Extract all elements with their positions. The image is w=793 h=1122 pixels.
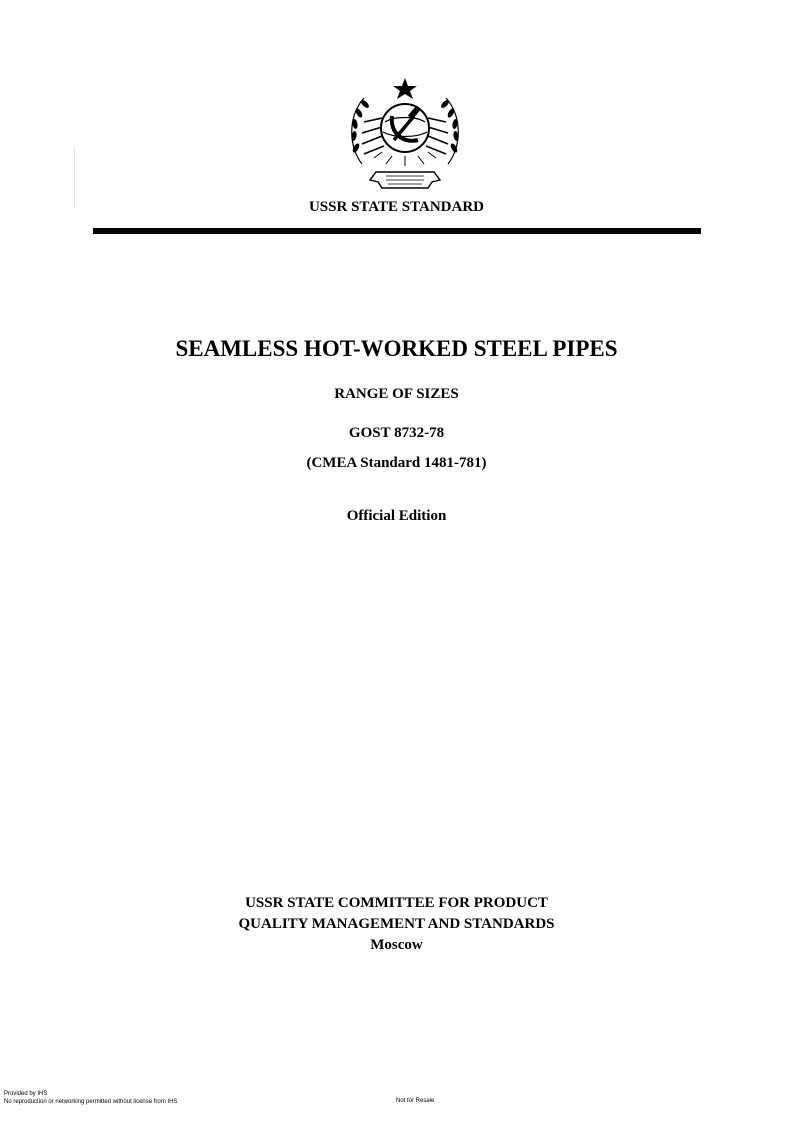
- footer-provider-notice: [4, 1090, 177, 1106]
- standard-header-label: USSR STATE STANDARD: [308, 199, 485, 215]
- publisher-city: Moscow: [370, 937, 423, 953]
- ussr-emblem-icon: [342, 76, 468, 194]
- document-subtitle: RANGE OF SIZES: [334, 386, 459, 402]
- footer-provided-by: Provided by IHS: [4, 1091, 48, 1097]
- footer-resale-note: Not for Resale: [396, 1098, 435, 1104]
- publisher-block: [0, 893, 793, 956]
- footer-license-note: No reproduction or networking permitted without license from IHS: [4, 1099, 178, 1105]
- cmea-standard-reference: (CMEA Standard 1481-781): [306, 455, 487, 471]
- edition-label: Official Edition: [346, 508, 447, 524]
- standard-code: GOST 8732-78: [348, 425, 445, 441]
- document-title: SEAMLESS HOT-WORKED STEEL PIPES: [175, 336, 618, 361]
- publisher-line-1: USSR STATE COMMITTEE FOR PRODUCT: [245, 895, 548, 911]
- header-divider: [93, 228, 701, 234]
- publisher-line-2: QUALITY MANAGEMENT AND STANDARDS: [238, 916, 555, 932]
